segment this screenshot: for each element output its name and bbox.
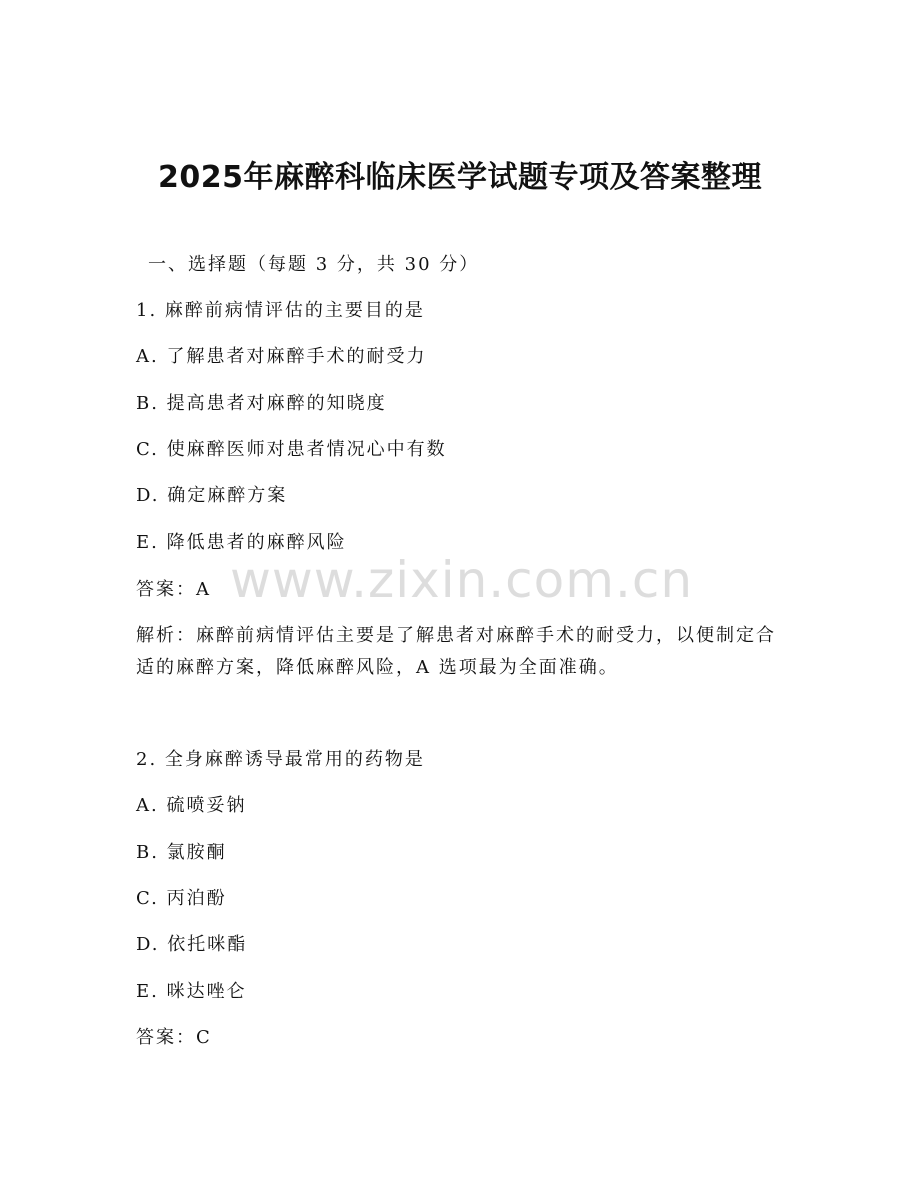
question-1-option-d: D. 确定麻醉方案 <box>136 485 288 506</box>
question-2-option-d: D. 依托咪酯 <box>136 934 248 955</box>
question-2-option-e: E. 咪达唑仑 <box>136 981 247 1002</box>
question-1-analysis: 解析：麻醉前病情评估主要是了解患者对麻醉手术的耐受力，以便制定合适的麻醉方案，降低麻醉风险，A 选项最为全面准确。 <box>136 625 776 678</box>
question-1-option-c: C. 使麻醉医师对患者情况心中有数 <box>136 439 447 460</box>
question-2-stem: 2. 全身麻醉诱导最常用的药物是 <box>136 749 425 770</box>
question-2-option-a: A. 硫喷妥钠 <box>136 795 247 816</box>
question-1-option-e: E. 降低患者的麻醉风险 <box>136 532 347 553</box>
question-1-stem: 1. 麻醉前病情评估的主要目的是 <box>136 300 425 321</box>
question-2-option-c: C. 丙泊酚 <box>136 888 227 909</box>
document-title: 2025年麻醉科临床医学试题专项及答案整理 <box>158 160 762 195</box>
watermark: www.zixin.com.cn <box>230 551 694 609</box>
section-heading: 一、选择题（每题 3 分，共 30 分） <box>148 254 480 275</box>
question-1-answer: 答案：A <box>136 579 211 600</box>
question-1-option-b: B. 提高患者对麻醉的知晓度 <box>136 393 387 414</box>
question-2-answer: 答案：C <box>136 1027 212 1048</box>
question-2-option-b: B. 氯胺酮 <box>136 842 227 863</box>
question-1-option-a: A. 了解患者对麻醉手术的耐受力 <box>136 346 427 367</box>
